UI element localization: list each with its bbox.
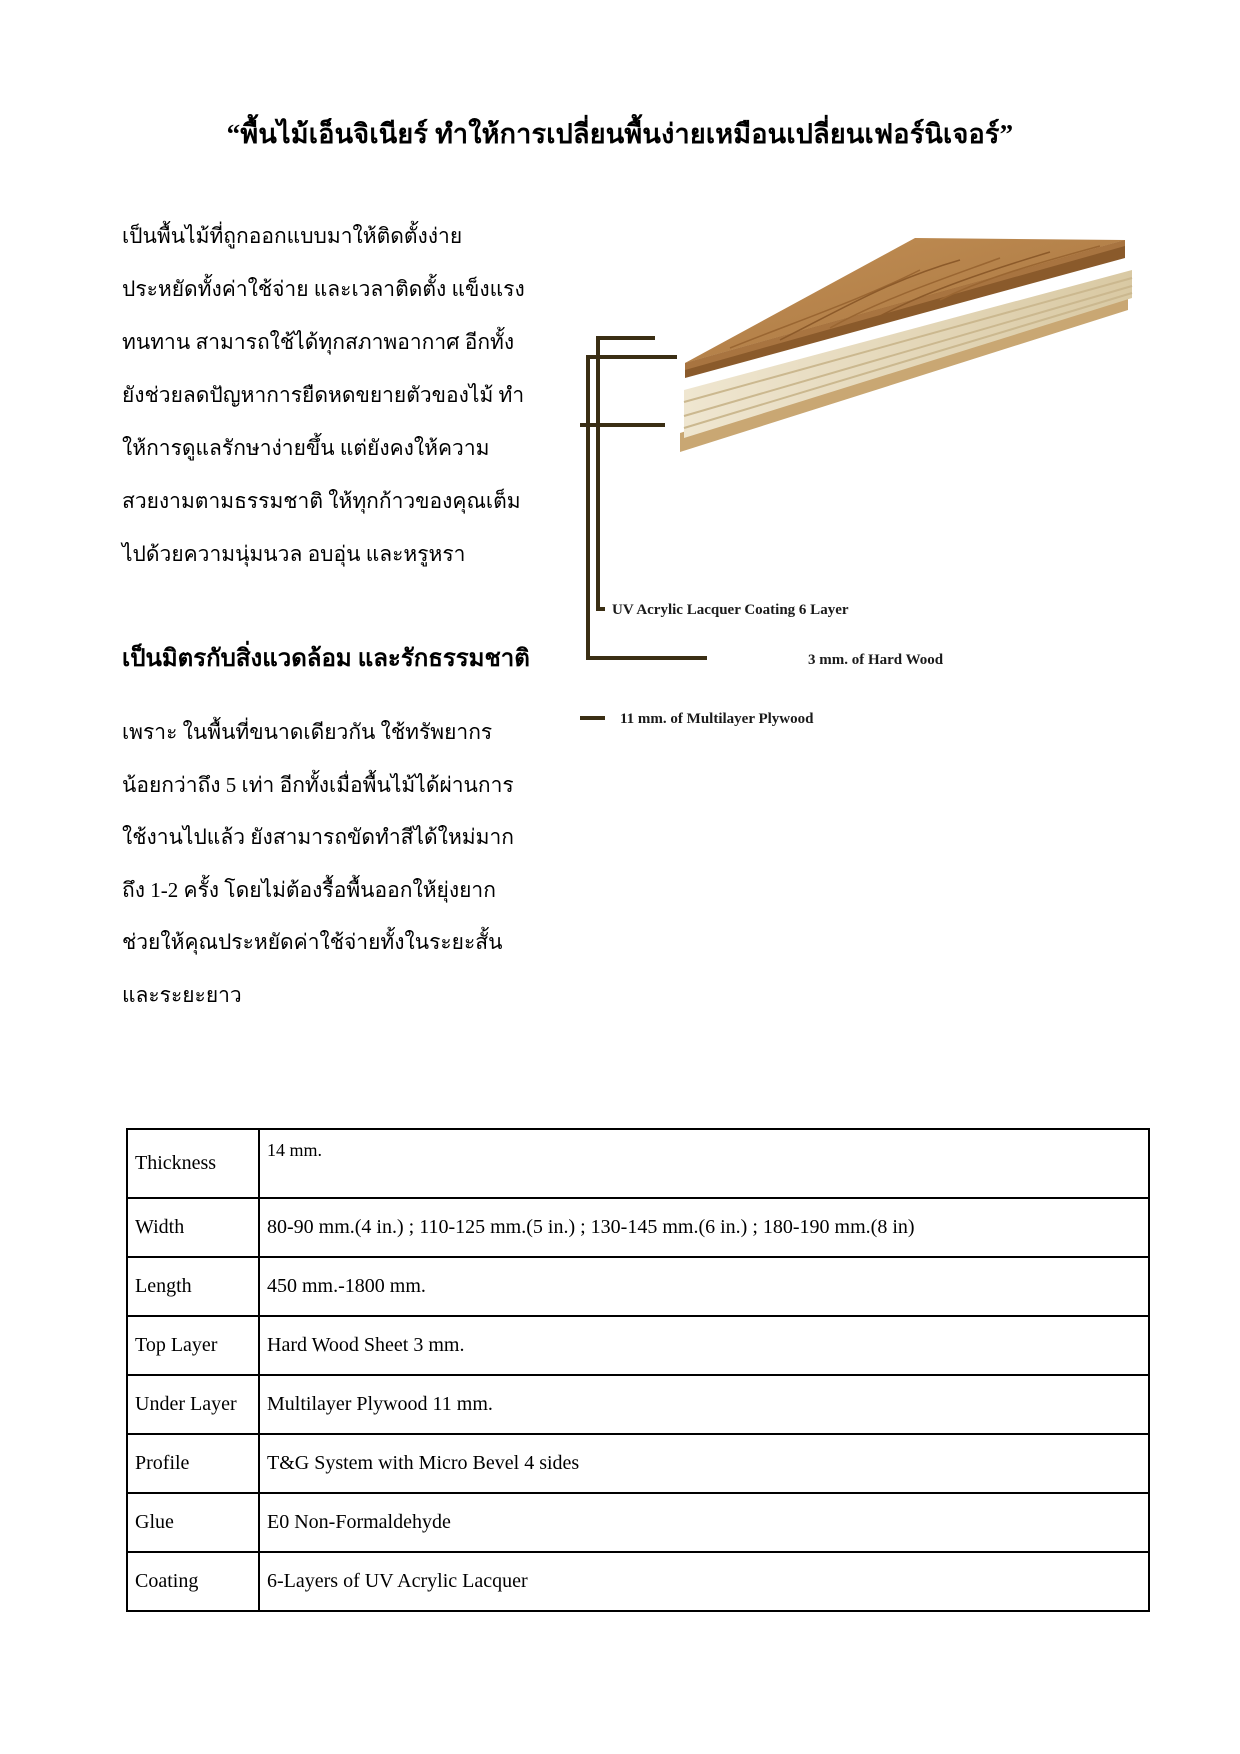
spec-key: Width (127, 1198, 259, 1257)
intro-paragraph (122, 210, 562, 581)
spec-key: Under Layer (127, 1375, 259, 1434)
eco-line: ช่วยให้คุณประหยัดค่าใช้จ่ายทั้งในระยะสั้น (122, 930, 503, 954)
table-row (127, 1434, 1149, 1493)
eco-line: ถึง 1-2 ครั้ง โดยไม่ต้องรื้อพื้นออกให้ยุ่งยาก (122, 877, 496, 902)
intro-line: ไปด้วยความนุ่มนวล อบอุ่น และหรูหรา (122, 542, 466, 566)
eco-line: ใช้งานไปแล้ว ยังสามารถขัดทำสีได้ใหม่มาก (122, 825, 514, 849)
intro-line: ยังช่วยลดปัญหาการยืดหดขยายตัวของไม้ ทำ (122, 383, 525, 407)
table-row (127, 1316, 1149, 1375)
spec-value: T&G System with Micro Bevel 4 sides (259, 1434, 1149, 1493)
leader-line-plywood (580, 425, 665, 718)
spec-value: 14 mm. (259, 1129, 1149, 1198)
intro-line: สวยงามตามธรรมชาติ ให้ทุกก้าวของคุณเต็ม (122, 489, 521, 513)
intro-line: ทนทาน สามารถใช้ได้ทุกสภาพอากาศ อีกทั้ง (122, 330, 515, 354)
spec-value: Multilayer Plywood 11 mm. (259, 1375, 1149, 1434)
floor-layer-diagram (580, 230, 1180, 750)
table-row (127, 1493, 1149, 1552)
spec-value: 80-90 mm.(4 in.) ; 110-125 mm.(5 in.) ; 130-145 mm.(6 in.) ; 180-190 mm.(8 in) (259, 1198, 1149, 1257)
table-row (127, 1552, 1149, 1611)
spec-key: Top Layer (127, 1316, 259, 1375)
eco-line: น้อยกว่าถึง 5 เท่า อีกทั้งเมื่อพื้นไม้ได้ผ่านการ (122, 772, 514, 797)
label-coating: UV Acrylic Lacquer Coating 6 Layer (612, 602, 849, 618)
floor-layer-svg (580, 230, 1180, 750)
label-plywood: 11 mm. of Multilayer Plywood (620, 711, 814, 727)
eco-line: และระยะยาว (122, 982, 242, 1007)
table-row (127, 1375, 1149, 1434)
intro-line: เป็นพื้นไม้ที่ถูกออกแบบมาให้ติดตั้งง่าย (122, 224, 463, 248)
leader-line-coating (598, 338, 655, 609)
label-hardwood: 3 mm. of Hard Wood (808, 652, 944, 668)
spec-value: Hard Wood Sheet 3 mm. (259, 1316, 1149, 1375)
table-row (127, 1198, 1149, 1257)
spec-key: Length (127, 1257, 259, 1316)
spec-value: 6-Layers of UV Acrylic Lacquer (259, 1552, 1149, 1611)
intro-line: ประหยัดทั้งค่าใช้จ่าย และเวลาติดตั้ง แข็งแรง (122, 277, 525, 301)
spec-key: Coating (127, 1552, 259, 1611)
spec-key: Thickness (127, 1129, 259, 1198)
eco-heading: เป็นมิตรกับสิ่งแวดล้อม และรักธรรมชาติ (122, 646, 530, 672)
eco-line: เพราะ ในพื้นที่ขนาดเดียวกัน ใช้ทรัพยากร (122, 720, 493, 744)
spec-value: E0 Non-Formaldehyde (259, 1493, 1149, 1552)
eco-paragraph (122, 706, 562, 1021)
spec-table (126, 1128, 1150, 1612)
page-title: “พื้นไม้เอ็นจิเนียร์ ทำให้การเปลี่ยนพื้นง่ายเหมือนเปลี่ยนเฟอร์นิเจอร์” (226, 119, 1014, 149)
table-row (127, 1129, 1149, 1198)
intro-line: ให้การดูแลรักษาง่ายขึ้น แต่ยังคงให้ความ (122, 436, 490, 460)
spec-key: Profile (127, 1434, 259, 1493)
table-row (127, 1257, 1149, 1316)
spec-value: 450 mm.-1800 mm. (259, 1257, 1149, 1316)
spec-key: Glue (127, 1493, 259, 1552)
